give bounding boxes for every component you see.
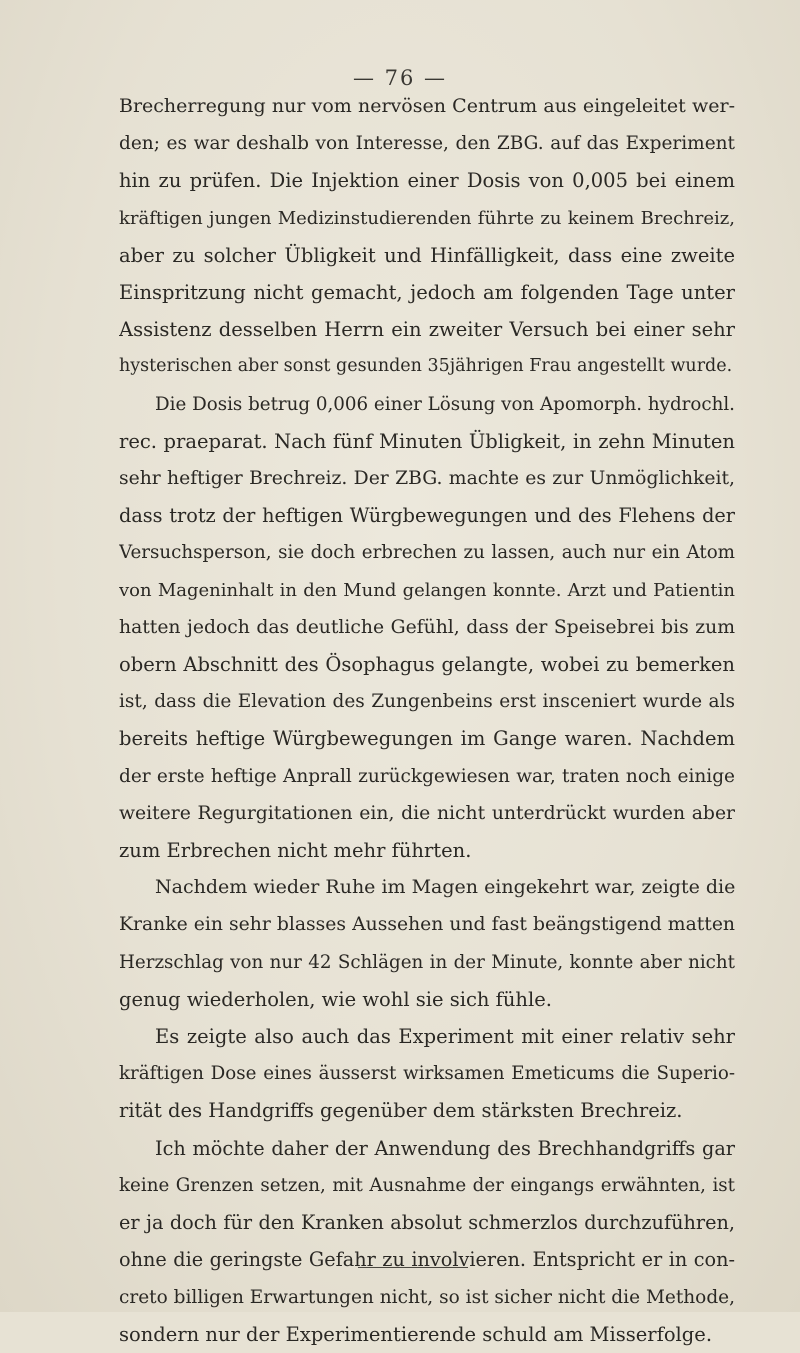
text-line: Die Dosis betrug 0,006 einer Lösung von Apomorph. hydrochl. [155,393,735,415]
text-line: Es zeigte also auch das Experiment mit einer relativ sehr [155,1025,735,1049]
paragraph-experiment [119,1018,735,1130]
text-line: ist, dass die Elevation des Zungenbeins erst insceniert wurde als [119,691,735,713]
paragraph-ruhe [119,869,735,1018]
section-end-rule [358,1267,468,1268]
text-line: keine Grenzen setzen, mit Ausnahme der eingangs erwähnten, ist [119,1174,735,1196]
text-line: den; es war deshalb von Interesse, den ZBG. auf das Experiment [119,133,735,155]
text-line: ohne die geringste Gefahr zu involvieren. Entspricht er in con- [119,1248,735,1272]
text-line: Kranke ein sehr blasses Aussehen und fast beängstigend matten [119,914,735,936]
text-line: Versuchsperson, sie doch erbrechen zu lassen, auch nur ein Atom [119,542,735,564]
text-line: Assistenz desselben Herrn ein zweiter Versuch bei einer sehr [119,318,735,342]
paragraph-conclusion [119,1130,735,1353]
body-text [119,88,735,1353]
paragraph-dosis [119,386,735,870]
text-line: von Mageninhalt in den Mund gelangen konnte. Arzt und Patientin [119,579,735,601]
text-line: Ich möchte daher der Anwendung des Brechhandgriffs gar [155,1136,735,1160]
page-number: — 76 — [352,66,448,90]
text-line: Herzschlag von nur 42 Schlägen in der Minute, konnte aber nicht [119,951,735,973]
text-line: sondern nur der Experimentierende schuld am Misserfolge. [119,1322,713,1346]
text-line: Nachdem wieder Ruhe im Magen eingekehrt war, zeigte die [155,876,735,899]
text-line: kräftigen jungen Medizinstudierenden führte zu keinem Brechreiz, [119,207,735,229]
text-line: hysterischen aber sonst gesunden 35jährigen Frau angestellt wurde. [119,356,733,377]
text-line: rität des Handgriffs gegenüber dem stärksten Brechreiz. [119,1099,683,1123]
text-line: rec. praeparat. Nach fünf Minuten Übligkeit, in zehn Minuten [119,429,735,453]
text-line: dass trotz der heftigen Würgbewegungen und des Flehens der [119,504,735,528]
text-line: kräftigen Dose eines äusserst wirksamen Emeticums die Superio- [119,1063,735,1085]
text-line: creto billigen Erwartungen nicht, so ist sicher nicht die Methode, [119,1286,735,1308]
text-line: sehr heftiger Brechreiz. Der ZBG. machte es zur Unmöglichkeit, [119,468,735,490]
text-line: der erste heftige Anprall zurückgewiesen war, traten noch einige [119,765,735,787]
text-line: genug wiederholen, wie wohl sie sich fühle. [119,987,552,1011]
text-line: weitere Regurgitationen ein, die nicht unterdrückt wurden aber [119,802,735,824]
text-line: hin zu prüfen. Die Injektion einer Dosis von 0,005 bei einem [119,169,735,193]
text-line: obern Abschnitt des Ösophagus gelangte, wobei zu bemerken [119,653,735,677]
text-line: bereits heftige Würgbewegungen im Gange waren. Nachdem [119,727,735,751]
text-line: Einspritzung nicht gemacht, jedoch am folgenden Tage unter [119,281,735,305]
text-line: zum Erbrechen nicht mehr führten. [119,839,472,863]
text-line: aber zu solcher Übligkeit und Hinfälligkeit, dass eine zweite [119,243,735,267]
text-line: er ja doch für den Kranken absolut schmerzlos durchzuführen, [119,1211,735,1235]
paragraph-continuation [119,88,735,386]
text-line: Brecherregung nur vom nervösen Centrum aus eingeleitet wer- [119,95,735,117]
text-line: hatten jedoch das deutliche Gefühl, dass der Speisebrei bis zum [119,616,735,638]
